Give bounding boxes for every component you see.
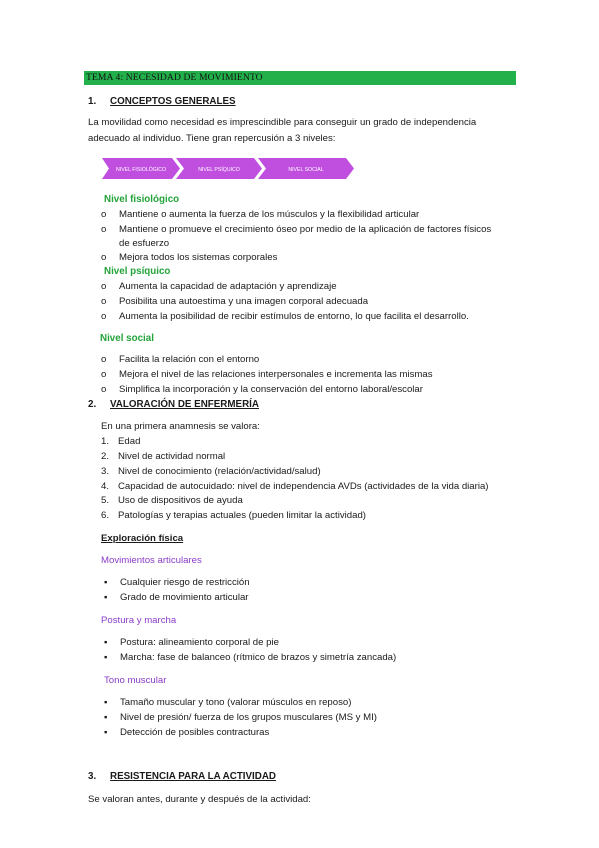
circle-bullet-icon: o [101, 369, 107, 380]
chevron-label-social: NIVEL SOCIAL [288, 167, 324, 173]
circle-bullet-icon: o [101, 281, 107, 292]
nivel-psiquico-title: Nivel psíquico [104, 266, 171, 277]
topic-banner-title: TEMA 4: NECESIDAD DE MOVIMIENTO [86, 72, 263, 83]
list-item: o Simplifica la incorporación y la conservación del entorno laboral/escolar [101, 384, 423, 395]
numbered-item: 6. Patologías y terapias actuales (pueden limitar la actividad) [101, 510, 366, 521]
list-item: o Posibilita una autoestima y una imagen corporal adecuada [101, 296, 369, 307]
square-bullet-icon: ▪ [104, 727, 108, 738]
movimientos-articulares-title: Movimientos articulares [101, 555, 202, 566]
list-item: ▪ Postura: alineamiento corporal de pie [104, 637, 279, 648]
square-bullet-icon: ▪ [104, 652, 108, 663]
numbered-item: 3. Nivel de conocimiento (relación/actividad/salud) [101, 466, 321, 477]
list-item: o Mantiene o promueve el crecimiento óseo por medio de la aplicación de factores físicos [101, 224, 492, 235]
nivel-social-title: Nivel social [100, 333, 154, 344]
circle-bullet-icon: o [101, 384, 107, 395]
section-1-intro-line-2: adecuado al individuo. Tiene gran repercusión a 3 niveles: [88, 133, 336, 144]
tono-muscular-title: Tono muscular [104, 675, 167, 686]
section-3-number: 3. [88, 771, 97, 782]
square-bullet-icon: ▪ [104, 637, 108, 648]
circle-bullet-icon: o [101, 224, 107, 235]
list-item: o Mejora el nivel de las relaciones interpersonales e incrementa las mismas [101, 369, 433, 380]
section-2-intro: En una primera anamnesis se valora: [101, 421, 260, 432]
numbered-item: 1. Edad [101, 436, 141, 447]
list-item: ▪ Tamaño muscular y tono (valorar músculos en reposo) [104, 697, 352, 708]
topic-banner [84, 71, 516, 85]
circle-bullet-icon: o [101, 354, 107, 365]
list-item: ▪ Grado de movimiento articular [104, 592, 249, 603]
chevron-label-fisiologico: NIVEL FISIOLÓGICO [116, 167, 166, 173]
nivel-fisiologico-title: Nivel fisiológico [104, 194, 180, 205]
list-item: o Mantiene o aumenta la fuerza de los músculos y la flexibilidad articular [101, 209, 420, 220]
section-1-number: 1. [88, 96, 97, 107]
list-item: ▪ Nivel de presión/ fuerza de los grupos musculares (MS y MI) [104, 712, 377, 723]
square-bullet-icon: ▪ [104, 592, 108, 603]
numbered-item: 2. Nivel de actividad normal [101, 451, 226, 462]
levels-chevron-diagram [102, 158, 358, 179]
chevron-label-psiquico: NIVEL PSÍQUICO [198, 167, 240, 173]
list-item: ▪ Cualquier riesgo de restricción [104, 577, 250, 588]
circle-bullet-icon: o [101, 252, 107, 263]
numbered-item: 4. Capacidad de autocuidado: nivel de independencia AVDs (actividades de la vida diaria) [101, 481, 489, 492]
list-item: o Facilita la relación con el entorno [101, 354, 260, 365]
section-1-title: CONCEPTOS GENERALES [110, 96, 236, 107]
list-item: o Mejora todos los sistemas corporales [101, 252, 278, 263]
section-1-heading [88, 96, 236, 107]
section-3-heading [88, 771, 276, 782]
section-3-intro: Se valoran antes, durante y después de la actividad: [88, 794, 311, 805]
section-2-number: 2. [88, 399, 97, 410]
circle-bullet-icon: o [101, 311, 107, 322]
list-item: ▪ Detección de posibles contracturas [104, 727, 270, 738]
list-item: ▪ Marcha: fase de balanceo (rítmico de brazos y simetría zancada) [104, 652, 397, 663]
list-item-continuation: de esfuerzo [119, 238, 170, 249]
numbered-item: 5. Uso de dispositivos de ayuda [101, 495, 243, 506]
postura-marcha-title: Postura y marcha [101, 615, 177, 626]
square-bullet-icon: ▪ [104, 697, 108, 708]
square-bullet-icon: ▪ [104, 577, 108, 588]
list-item: o Aumenta la capacidad de adaptación y aprendizaje [101, 281, 337, 292]
section-2-title: VALORACIÓN DE ENFERMERÍA [110, 399, 259, 410]
section-1-intro-line-1: La movilidad como necesidad es imprescindible para conseguir un grado de independencia [88, 117, 477, 128]
list-item: o Aumenta la posibilidad de recibir estímulos de entorno, lo que facilita el desarrollo. [101, 311, 469, 322]
section-2-heading [88, 399, 259, 410]
circle-bullet-icon: o [101, 296, 107, 307]
exploracion-fisica-title: Exploración física [101, 533, 184, 544]
circle-bullet-icon: o [101, 209, 107, 220]
square-bullet-icon: ▪ [104, 712, 108, 723]
section-3-title: RESISTENCIA PARA LA ACTIVIDAD [110, 771, 277, 782]
